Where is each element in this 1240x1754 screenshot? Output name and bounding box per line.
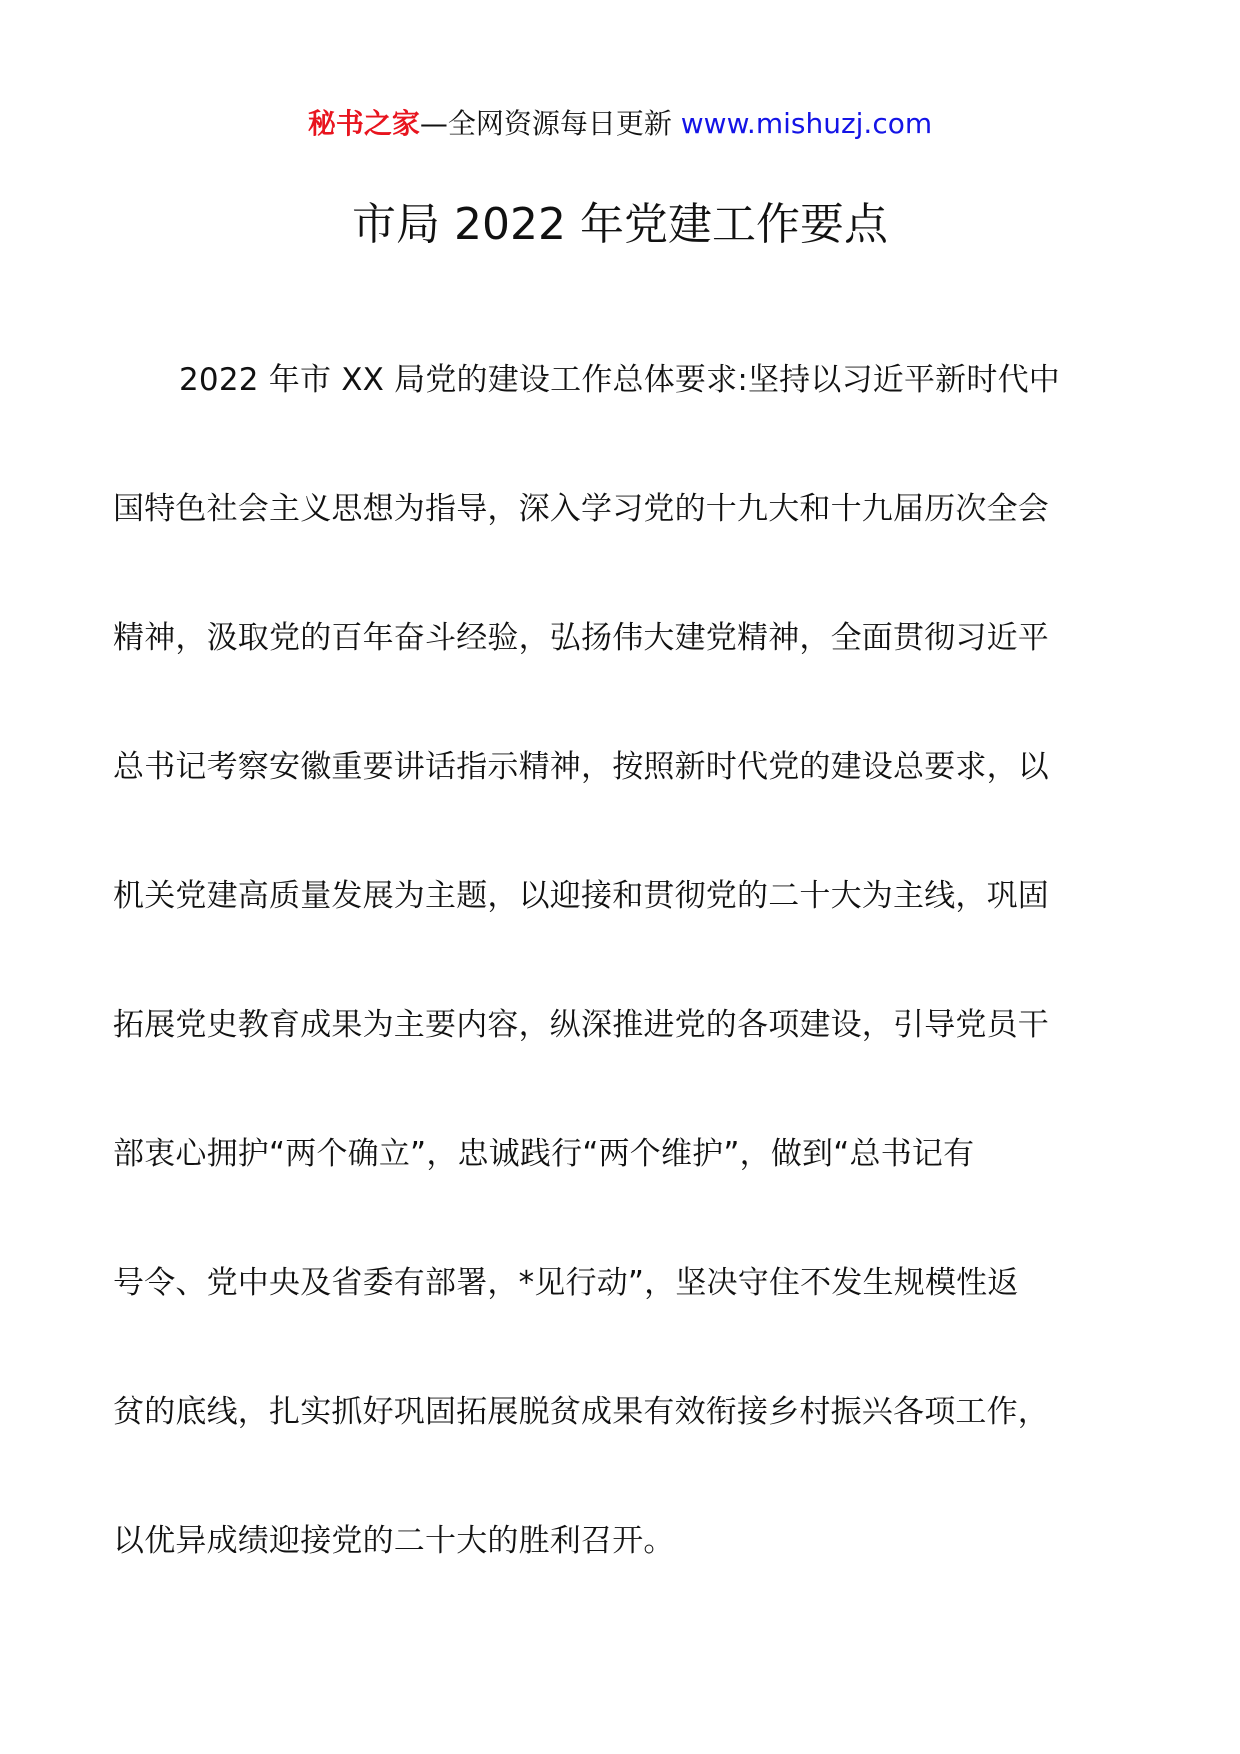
paragraph-line: 以优异成绩迎接党的二十大的胜利召开。: [113, 1523, 675, 1559]
header-tagline: —全网资源每日更新: [419, 107, 681, 140]
paragraph-line: 2022 年市 XX 局党的建设工作总体要求:坚持以习近平新时代中: [179, 362, 1060, 398]
site-header: [0, 104, 1240, 144]
paragraph-line: 机关党建高质量发展为主题，以迎接和贯彻党的二十大为主线，巩固: [113, 878, 1049, 914]
paragraph-line: 部衷心拥护“两个确立”，忠诚践行“两个维护”，做到“总书记有: [113, 1136, 975, 1172]
body-paragraph: [113, 360, 1133, 1650]
paragraph-line: 号令、党中央及省委有部署，*见行动”，坚决守住不发生规模性返: [113, 1265, 1019, 1301]
site-url-link[interactable]: www.mishuzj.com: [680, 107, 933, 140]
paragraph-line: 总书记考察安徽重要讲话指示精神，按照新时代党的建设总要求，以: [113, 749, 1049, 785]
paragraph-line: 精神，汲取党的百年奋斗经验，弘扬伟大建党精神，全面贯彻习近平: [113, 620, 1049, 656]
brand-name: 秘书之家: [307, 107, 420, 140]
paragraph-line: 国特色社会主义思想为指导，深入学习党的十九大和十九届历次全会: [113, 491, 1049, 527]
document-title: 市局 2022 年党建工作要点: [352, 199, 888, 250]
paragraph-line: 贫的底线，扎实抓好巩固拓展脱贫成果有效衔接乡村振兴各项工作，: [113, 1394, 1049, 1430]
paragraph-line: 拓展党史教育成果为主要内容，纵深推进党的各项建设，引导党员干: [113, 1007, 1049, 1043]
